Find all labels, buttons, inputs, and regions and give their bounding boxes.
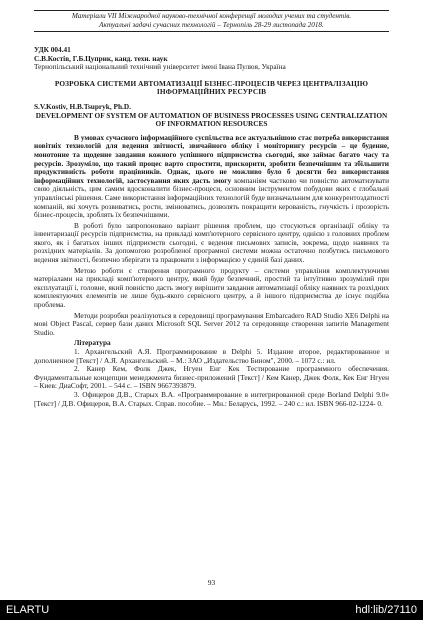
authors-english: S.V.Kostiv, H.B.Tsupryk, Ph.D.: [34, 101, 131, 111]
paragraph-proposal: В роботі було запропоновано варіант рішення проблем, що стосуються організації обліку та інвентаризації ресурсів підприємства, на прикладі комп'ютерного сервісного центру, однією з головних проблем якого, як і багатьох інших підприємств сьогодні, є ведення письмових записів, зокрема, щодо наявних та розхідних матеріалів. За допомогою розробленої програмної системи можна остаточно позбутись письмового ведення звітності, безпечно зберігати та працювати з інформацією у єдиній базі даних.: [34, 220, 389, 265]
header-bottom-rule: [34, 31, 389, 32]
paragraph-intro: [34, 134, 389, 220]
conference-header: [34, 12, 389, 30]
reference-item: 1. Архангельский А.Я. Программирование в Delphi 5. Издание второе, редактированное и дополненное [Текст] / А.Я. Архангельский. – М.: ЗАО „Издательство Бином", 2000. – 1072 с.: ил.: [34, 347, 389, 365]
title-english: DEVELOPMENT OF SYSTEM OF AUTOMATION OF BUSINESS PROCESSES USING CENTRALIZATION OF INFORMATION RESOURCES: [35, 110, 388, 129]
reference-item: 3. Офицеров Д.В., Старых В.А. «Программирование в интегрированной среде Borland Delphi 9.0» [Текст] / Д.В. Офицеров, В.А. Старых. Справ. пособие. – Мн.: Беларусь, 1992. – 240 с.: ил. ISBN 966-02-1224- 0.: [34, 389, 389, 408]
paragraph-methods: Методи розробки реалізуються в середовищі програмування Embarcadero RAD Studio XE6 Delphi на мові Object Pascal, сервер бази даних Microsoft SQL Server 2012 та середовище створення запитів Management Studio.: [34, 310, 389, 337]
literature-heading: Література: [74, 338, 111, 348]
header-line-1: Матеріали VII Міжнародної науково-технічної конференції молодих учених та студентів.: [71, 12, 352, 20]
header-line-2: Актуальні задачі сучасних технологій – Тернопіль 28-29 листопада 2018.: [99, 21, 324, 29]
footer-bar: [0, 600, 423, 620]
udk-code: УДК 004.41: [34, 45, 71, 54]
repository-name: ELARTU: [6, 604, 50, 616]
affiliation: Тернопільський національний технічний університет імені Івана Пулюя, Україна: [34, 62, 286, 72]
article-body: [34, 46, 389, 408]
handle-id: hdl:lib/27110: [355, 604, 417, 616]
paragraph-intro-rest: компаніям частково чи повністю автоматизувати свою діяльність, цим самим вдосконалити бізнес-процеси, основним інструментом побудови яких є глобальні управлінські рішення. Саме використання інформаційних технологій буде визначальним для конкурентоздатності компаній, які хочуть розвиватись, рости, змінюватись, дозволять покращити керованість, гнучкість і прозорість бізнес-процесів, зроблять їх безпечнішими.: [34, 175, 390, 220]
paragraph-intro-bold: В умовах сучасного інформаційного суспільства все актуальнішою стає потреба використання новітніх технологій для ведення звітності, звичайного обліку і моніторингу ресурсів – це буденне, монотонне та щоденне завдання кожного успішного підприємства сьогодні, яке займає багато часу та ресурсів. Зрозуміло, що такий процес варто спростити, прискорити, зробити безпечнішим та збільшити продуктивність роботи працівників. Однак, цього не можливо було б досягти без використання інформаційних технологій, застосування яких дасть змогу: [34, 132, 389, 185]
authors-ukrainian: С.В.Костів, Г.Б.Цупрнк, канд. техн. наук: [34, 53, 168, 63]
reference-item: 2. Канер Кем, Фолк Джек, Нгуен Енг Кек Тестирование программного обеспечения. Фундаментальные концепции менеджмента бизнес-приложений [Текст] / Кем Канер, Джек Фолк, Кек Енг Нгуен – Киев: ДиаСофт, 2001. – 544 с. – ISBN 9667393879.: [34, 364, 389, 391]
title-ukrainian: РОЗРОБКА СИСТЕМИ АВТОМАТИЗАЦІЇ БІЗНЕС-ПРОЦЕСІВ ЧЕРЕЗ ЦЕНТРАЛІЗАЦІЮ ІНФОРМАЦІЙНИХ РЕСУРСІВ: [54, 78, 369, 97]
paragraph-goal: Метою роботи є створення програмного продукту – системи управління комплектуючими матеріалами на прикладі комп'ютерного центру, який буде безпечний, простий та інтуїтивно зрозумілий при експлуатації і, головне, який повністю дасть змогу вирішити завдання автоматизації обліку наявних та розхідних комплектуючих елементів не лише будь-якого сервісного центру, а й іншого підприємства де існує подібна проблема.: [34, 265, 389, 310]
header-top-rule: [34, 10, 389, 11]
page-number: 93: [207, 578, 216, 587]
